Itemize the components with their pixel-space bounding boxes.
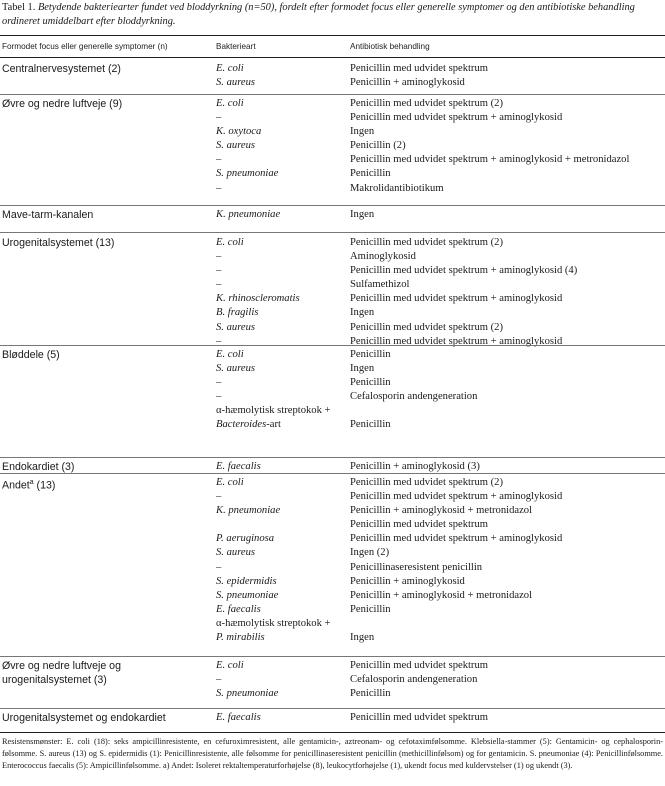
treatment-cell: Makrolidantibiotikum [350,182,444,194]
bacteria-cell: – [216,377,222,389]
focus-text: Urogenitalsystemet og endokardiet [2,712,166,724]
table-row [0,376,665,390]
bacteria-cell: E. coli [216,660,244,671]
treatment-cell: Penicillin med udvidet spektrum (2) [350,237,503,248]
table-row [0,236,665,250]
focus-text: Urogenitalsystemet (13) [2,237,115,249]
table-row [0,575,665,589]
table-row [0,264,665,278]
bacteria-cell: – [216,265,222,277]
bacteria-cell: E. faecalis [216,461,261,472]
table-row [0,603,665,617]
table-row [0,348,665,362]
table-row [0,659,665,673]
table-row [0,153,665,167]
header-bacteria: Bakterieart [216,42,256,51]
treatment-cell: Penicillin + aminoglykosid (3) [350,461,480,472]
bacteria-cell: S. aureus [216,547,256,559]
treatment-cell: Penicillin med udvidet spektrum + aminoglykosid [350,533,563,545]
bacteria-cell: E. coli [216,349,244,360]
bacteria-cell: S. pneumoniae [216,168,279,180]
treatment-cell: Cefalosporin andengeneration [350,674,478,686]
table-row [0,390,665,404]
treatment-cell: Ingen [350,307,375,319]
treatment-cell: Penicillin + aminoglykosid [350,77,465,89]
focus-text-line2: urogenitalsystemet (3) [2,674,107,687]
table-row [0,476,665,490]
treatment-cell: Penicillin med udvidet spektrum [350,63,488,74]
bacteria-cell: α-hæmolytisk streptokok + [216,405,331,417]
group-rule [0,732,665,733]
treatment-cell: Aminoglykosid [350,251,416,263]
table-row [0,687,665,701]
footnote-marker: a [29,479,34,486]
treatment-cell: Penicillin [350,603,391,615]
bacteria-cell: E. coli [216,237,244,248]
table-row [0,711,665,725]
table-row [0,292,665,306]
table-row [0,182,665,196]
table-row [0,546,665,560]
treatment-cell: Penicillin med udvidet spektrum + aminoglykosid [350,293,563,305]
table-row [0,139,665,153]
table-row [0,306,665,320]
table-row [0,589,665,603]
group-rule [0,708,665,709]
treatment-cell: Penicillin [350,377,391,389]
table-caption [2,1,662,29]
table-row [0,97,665,111]
table-row [0,561,665,575]
bacteria-cell: – [216,112,222,124]
bacteria-cell: – [216,674,222,686]
bacteria-cell: – [216,391,222,403]
treatment-cell: Penicillin + aminoglykosid [350,575,465,587]
treatment-cell: Ingen [350,209,375,220]
bacteria-cell: – [216,335,222,347]
bacteria-cell: B. fragilis [216,307,259,319]
treatment-cell: Ingen [350,632,375,644]
treatment-cell: Penicillin med udvidet spektrum + aminoglykosid (4) [350,265,578,277]
bacteria-cell: K. rhinoscleromatis [216,293,300,305]
table-row [0,631,665,645]
treatment-cell: Penicillin med udvidet spektrum + aminoglykosid [350,335,563,347]
bacteria-cell: E. faecalis [216,712,261,723]
bacteria-cell: – [216,561,222,573]
treatment-cell: Penicillin [350,688,391,700]
caption-text: Betydende bakteriearter fundet ved bloddyrkning (n=50), fordelt efter formodet focus eller generelle symptomer og den antibiotiske behandling ordineret umiddelbart efter bloddyrkning. [2,2,635,27]
bacteria-cell: E. coli [216,98,244,109]
treatment-cell: Penicillin (2) [350,140,406,152]
treatment-cell: Penicillin + aminoglykosid + metronidazol [350,589,533,601]
treatment-cell: Penicillin med udvidet spektrum + aminoglykosid + metronidazol [350,154,630,166]
treatment-cell: Ingen [350,363,375,375]
treatment-cell: Penicillin med udvidet spektrum (2) [350,477,503,488]
bacteria-cell: Bacteroides-art [216,419,281,431]
treatment-cell: Sulfamethizol [350,279,410,291]
header-rule [0,57,665,58]
table-row [0,617,665,631]
table-row [0,321,665,335]
group-rule [0,457,665,458]
focus-text: Øvre og nedre luftveje og [2,660,121,672]
bacteria-cell: – [216,154,222,166]
bacteria-cell: K. pneumoniae [216,209,281,220]
group-rule [0,345,665,346]
focus-count: (13) [33,479,56,492]
treatment-cell: Penicillin + aminoglykosid + metronidazol [350,505,533,517]
group-rule [0,205,665,206]
bacteria-cell: S. epidermidis [216,575,277,587]
treatment-cell: Penicillin med udvidet spektrum [350,519,488,531]
table-row [0,404,665,418]
focus-text: Endokardiet (3) [2,461,75,473]
table-row [0,362,665,376]
table-row [0,167,665,181]
group-rule [0,473,665,474]
treatment-cell: Penicillin [350,168,391,180]
focus-text: Centralnervesystemet (2) [2,63,121,75]
bacteria-cell: K. oxytoca [216,126,262,138]
group-rule [0,94,665,95]
bacteria-cell: – [216,182,222,194]
table-row [0,418,665,432]
table-footnote: Resistensmønster: E. coli (18): seks ampicillinresistente, en cefuroximresistent, alle gentamicin-, aztreonam- og cefotaximfølsomme. Klebsiella-stammer (5): Gentamicin- og cephalosporin-følsomme. S. aureus (13) og S. epidermidis (1): Penicillinresistente, alle følsomme for penicillinaseresistent penicillin (methicillinfølsom) og for gentamicin. S. pneumoniae (4): Penicillinfølsomme. Enterococcus faecalis (5): Ampicillinfølsomme. a) Andet: Isoleret rektaltemperaturforhøjelse (8), leukocytforhøjelse (1), ukendt focus med kuldervstelser (1) og ukendt (3). [2,737,663,770]
treatment-cell: Penicillinaseresistent penicillin [350,561,483,573]
table-row [0,278,665,292]
bacteria-cell: P. mirabilis [216,632,265,644]
focus-text: Andet [2,479,30,492]
bacteria-cell: – [216,491,222,503]
bacteria-cell: S. aureus [216,321,256,333]
table-row [0,335,665,349]
focus-text: Mave-tarm-kanalen [2,209,94,221]
table-row [0,532,665,546]
header-treatment: Antibiotisk behandling [350,42,430,51]
treatment-cell: Penicillin med udvidet spektrum + aminoglykosid [350,491,563,503]
bacteria-cell: – [216,251,222,263]
treatment-cell: Penicillin med udvidet spektrum (2) [350,98,503,109]
bacteria-cell: E. coli [216,477,244,488]
bacteria-cell: E. coli [216,63,244,74]
bacteria-cell: K. pneumoniae [216,505,281,517]
treatment-cell: Penicillin med udvidet spektrum + aminoglykosid [350,112,563,124]
bacteria-cell: S. pneumoniae [216,688,279,700]
treatment-cell: Penicillin med udvidet spektrum [350,712,488,723]
bacteria-cell: S. aureus [216,77,256,89]
treatment-cell: Ingen [350,126,375,138]
bacteria-cell: S. aureus [216,140,256,152]
top-rule [0,35,665,36]
bacteria-cell: α-hæmolytisk streptokok + [216,617,331,629]
treatment-cell: Penicillin [350,349,391,360]
treatment-cell: Penicillin [350,419,391,431]
group-rule [0,656,665,657]
bacteria-cell: – [216,279,222,291]
table-row [0,460,665,474]
table-row [0,250,665,264]
table-header [0,40,665,54]
treatment-cell: Penicillin med udvidet spektrum (2) [350,321,503,333]
table-row [0,504,665,518]
focus-text: Bløddele (5) [2,349,60,361]
group-rule [0,232,665,233]
bacteria-cell: E. faecalis [216,603,261,615]
focus-text: Øvre og nedre luftveje (9) [2,98,123,110]
treatment-cell: Ingen (2) [350,547,390,559]
table-row [0,62,665,76]
table-row [0,125,665,139]
bacteria-cell: S. aureus [216,363,256,375]
bacteria-cell: S. pneumoniae [216,589,279,601]
table-row [0,76,665,90]
table-row [0,208,665,222]
table-row [0,111,665,125]
table-row [0,490,665,504]
header-focus: Formodet focus eller generelle symptomer (n) [2,42,168,51]
treatment-cell: Cefalosporin andengeneration [350,391,478,403]
table-row [0,518,665,532]
treatment-cell: Penicillin med udvidet spektrum [350,660,488,671]
table-row [0,673,665,687]
bacteria-cell: P. aeruginosa [216,533,275,545]
caption-label: Tabel 1. [2,2,36,13]
